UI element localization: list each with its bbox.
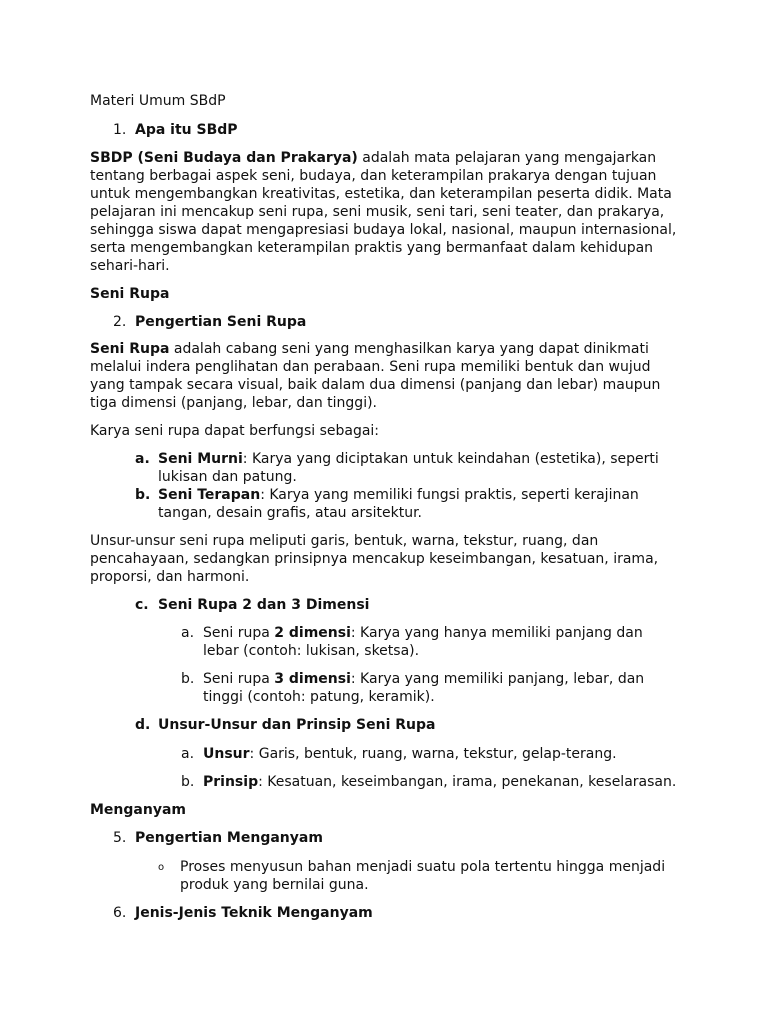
function-term: Seni Terapan: [158, 487, 261, 503]
list-number: 1.: [113, 122, 127, 138]
definition-term: Seni Rupa: [90, 341, 170, 357]
function-text: : Karya yang memiliki fungsi praktis, seperti kerajinan tangan, desain grafis, atau arsitektur.: [158, 487, 639, 521]
item-text: : Garis, bentuk, ruang, warna, tekstur, gelap-terang.: [249, 746, 617, 762]
definition-paragraph: [90, 340, 680, 412]
list-marker: a.: [135, 451, 150, 467]
subsection-d-heading: [135, 716, 670, 734]
principle-item: [181, 745, 681, 763]
dimension-item: [181, 670, 661, 706]
list-marker: d.: [135, 717, 151, 733]
item-term: 2 dimensi: [274, 625, 351, 641]
subsection-heading-text: Seni Rupa 2 dan 3 Dimensi: [158, 597, 370, 613]
menganyam-definition-item: [158, 858, 668, 894]
item-text: : Kesatuan, keseimbangan, irama, penekanan, keselarasan.: [258, 774, 677, 790]
list-marker: b.: [135, 487, 151, 503]
circle-bullet-icon: o: [158, 862, 165, 873]
list-number: 5.: [113, 830, 127, 846]
intro-term: SBDP (Seni Budaya dan Prakarya): [90, 150, 358, 166]
section-heading-text: Apa itu SBdP: [135, 122, 238, 138]
section-heading-text: Pengertian Menganyam: [135, 830, 323, 846]
subsection-c-heading: [135, 596, 670, 614]
list-marker: b.: [181, 671, 195, 687]
subsection-heading-text: Unsur-Unsur dan Prinsip Seni Rupa: [158, 717, 436, 733]
item-text: Proses menyusun bahan menjadi suatu pola tertentu hingga menjadi produk yang bernilai guna.: [180, 859, 666, 893]
function-term: Seni Murni: [158, 451, 243, 467]
section-heading-text: Pengertian Seni Rupa: [135, 314, 307, 330]
function-intro: Karya seni rupa dapat berfungsi sebagai:: [90, 423, 380, 439]
item-term: Unsur: [203, 746, 250, 762]
section-1-heading: [113, 121, 673, 139]
item-prefix: Seni rupa: [203, 625, 275, 641]
list-number: 2.: [113, 314, 127, 330]
dimension-item: [181, 624, 681, 660]
principle-item: [181, 773, 691, 791]
list-number: 6.: [113, 905, 127, 921]
intro-text: adalah mata pelajaran yang mengajarkan tentang berbagai aspek seni, budaya, dan keterampilan prakarya dengan tujuan untuk mengembangkan kreativitas, estetika, dan keterampilan peserta didik. Mata pelajaran ini mencakup seni rupa, seni musik, seni tari, seni teater, dan prakarya, sehingga siswa dapat mengapresiasi budaya lokal, nasional, maupun internasional, serta mengembangkan keterampilan praktis yang bermanfaat dalam kehidupan sehari-hari.: [90, 150, 677, 274]
section-6-heading: [113, 904, 673, 922]
menganyam-heading: Menganyam: [90, 802, 186, 818]
list-marker: c.: [135, 597, 149, 613]
seni-rupa-heading: Seni Rupa: [90, 286, 170, 302]
section-5-heading: [113, 829, 673, 847]
section-2-heading: [113, 313, 673, 331]
elements-paragraph: Unsur-unsur seni rupa meliputi garis, bentuk, warna, tekstur, ruang, dan pencahayaan, sedangkan prinsipnya mencakup keseimbangan, kesatuan, irama, proporsi, dan harmoni.: [90, 533, 659, 585]
definition-text: adalah cabang seni yang menghasilkan karya yang dapat dinikmati melalui indera penglihatan dan perabaan. Seni rupa memiliki bentuk dan wujud yang tampak secara visual, baik dalam dua dimensi (panjang dan lebar) maupun tiga dimensi (panjang, lebar, dan tinggi).: [90, 341, 661, 411]
function-item: [135, 486, 670, 522]
list-marker: a.: [181, 746, 195, 762]
item-prefix: Seni rupa: [203, 671, 275, 687]
list-marker: b.: [181, 774, 195, 790]
item-term: Prinsip: [203, 774, 259, 790]
section-heading-text: Jenis-Jenis Teknik Menganyam: [135, 905, 373, 921]
item-term: 3 dimensi: [274, 671, 351, 687]
list-marker: a.: [181, 625, 195, 641]
function-text: : Karya yang diciptakan untuk keindahan (estetika), seperti lukisan dan patung.: [158, 451, 659, 485]
document-title: Materi Umum SBdP: [90, 93, 226, 109]
item-text: : Karya yang hanya memiliki panjang dan lebar (contoh: lukisan, sketsa).: [203, 625, 643, 659]
function-item: [135, 450, 670, 486]
item-text: : Karya yang memiliki panjang, lebar, dan tinggi (contoh: patung, keramik).: [203, 671, 645, 705]
intro-paragraph: [90, 149, 680, 275]
